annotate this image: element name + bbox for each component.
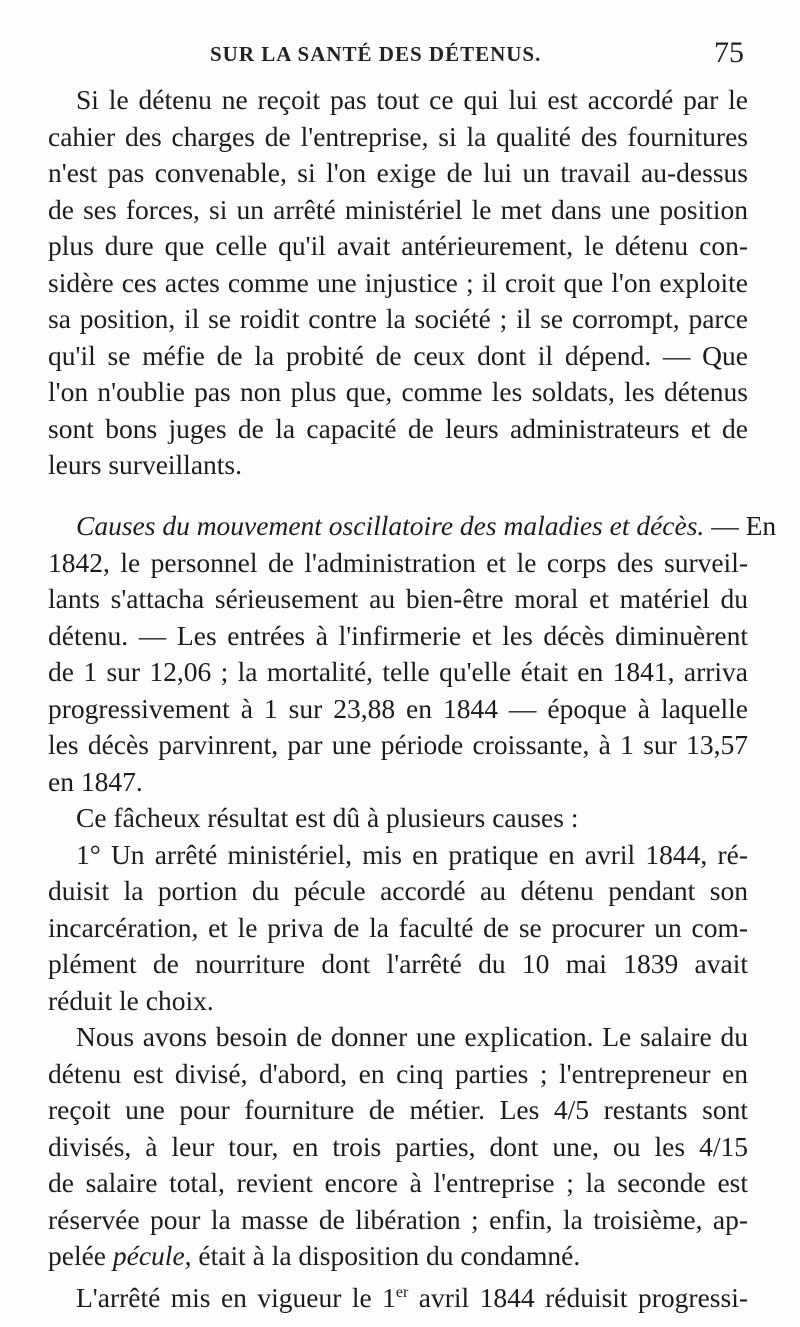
text-line: Nous avons besoin de donner une explication. Le salaire du [76,1021,748,1052]
text-line: réduit le choix. [48,984,214,1016]
text-line: en 1847. [48,765,143,797]
text-segment: pelée [48,1240,113,1271]
text-line: Ce fâcheux résultat est dû à plusieurs causes : [76,802,579,833]
text-line: l'on n'oublie pas non plus que, comme les soldats, les détenus [48,376,748,407]
text-line: sa position, il se roidit contre la société ; il se corrompt, parce [48,303,748,334]
section-title: Causes du mouvement oscillatoire des maladies et décès. [76,510,705,541]
text-line: réservée pour la masse de libération ; enfin, la troisième, ap- [48,1203,748,1235]
page-number: 75 [714,36,744,69]
text-line: 1842, le personnel de l'administration et le corps des surveil- [48,546,748,578]
text-line: reçoit une pour fourniture de métier. Les 4/5 restants sont [48,1094,748,1125]
text-segment: L'arrêté mis en vigueur le 1 [76,1281,396,1313]
text-line: plus dure que celle qu'il avait antérieurement, le détenu con- [48,230,748,261]
page-header [0,36,800,76]
text-line: qu'il se méfie de la probité de ceux dont il dépend. — Que [48,339,748,371]
text-line: leurs surveillants. [48,449,242,480]
text-line: cahier des charges de l'entreprise, si la qualité des fournitures [48,120,748,152]
superscript: er [395,1283,409,1301]
text-line: incarcération, et le priva de la faculté de se procurer un com- [48,911,748,943]
section-lead-rest: — En [711,510,777,541]
text-line: les décès parvinrent, par une période croissante, à 1 sur 13,57 [48,729,748,760]
text-line [48,1275,748,1311]
text-line: plément de nourriture dont l'arrêté du 10 mai 1839 avait [48,948,748,979]
text-line: progressivement à 1 sur 23,88 en 1844 — époque à laquelle [48,692,748,724]
text-line: Si le détenu ne reçoit pas tout ce qui lui est accordé par le [76,84,748,115]
text-line: duisit la portion du pécule accordé au détenu pendant son [48,875,748,906]
text-line [48,1238,748,1274]
text-line: de salaire total, revient encore à l'entreprise ; la seconde est [48,1167,748,1198]
text-line: sont bons juges de la capacité de leurs administrateurs et de [48,412,748,444]
text-line: de 1 sur 12,06 ; la mortalité, telle qu'elle était en 1841, arriva [48,656,748,687]
text-line: n'est pas convenable, si l'on exige de lui un travail au-dessus [48,157,748,188]
text-segment: avril 1844 réduisit progressi- [408,1281,748,1313]
text-segment: , était à la disposition du condamné. [184,1240,581,1271]
text-line: 1° Un arrêté ministériel, mis en pratique en avril 1844, ré- [76,838,748,870]
text-line: détenu est divisé, d'abord, en cinq parties ; l'entrepreneur en [48,1057,748,1089]
running-head: SUR LA SANTÉ DES DÉTENUS. [210,42,542,66]
text-line: de ses forces, si un arrêté ministériel le met dans une position [48,193,748,225]
text-line: détenu. — Les entrées à l'infirmerie et les décès diminuèrent [48,619,748,651]
text-line: divisés, à leur tour, en trois parties, dont une, ou les 4/15 [48,1130,748,1162]
text-line: sidère ces actes comme une injustice ; il croit que l'on exploite [48,266,748,298]
text-line: lants s'attacha sérieusement au bien-être moral et matériel du [48,583,748,614]
italic-term: pécule [112,1240,185,1271]
section-lead-line [48,508,777,544]
